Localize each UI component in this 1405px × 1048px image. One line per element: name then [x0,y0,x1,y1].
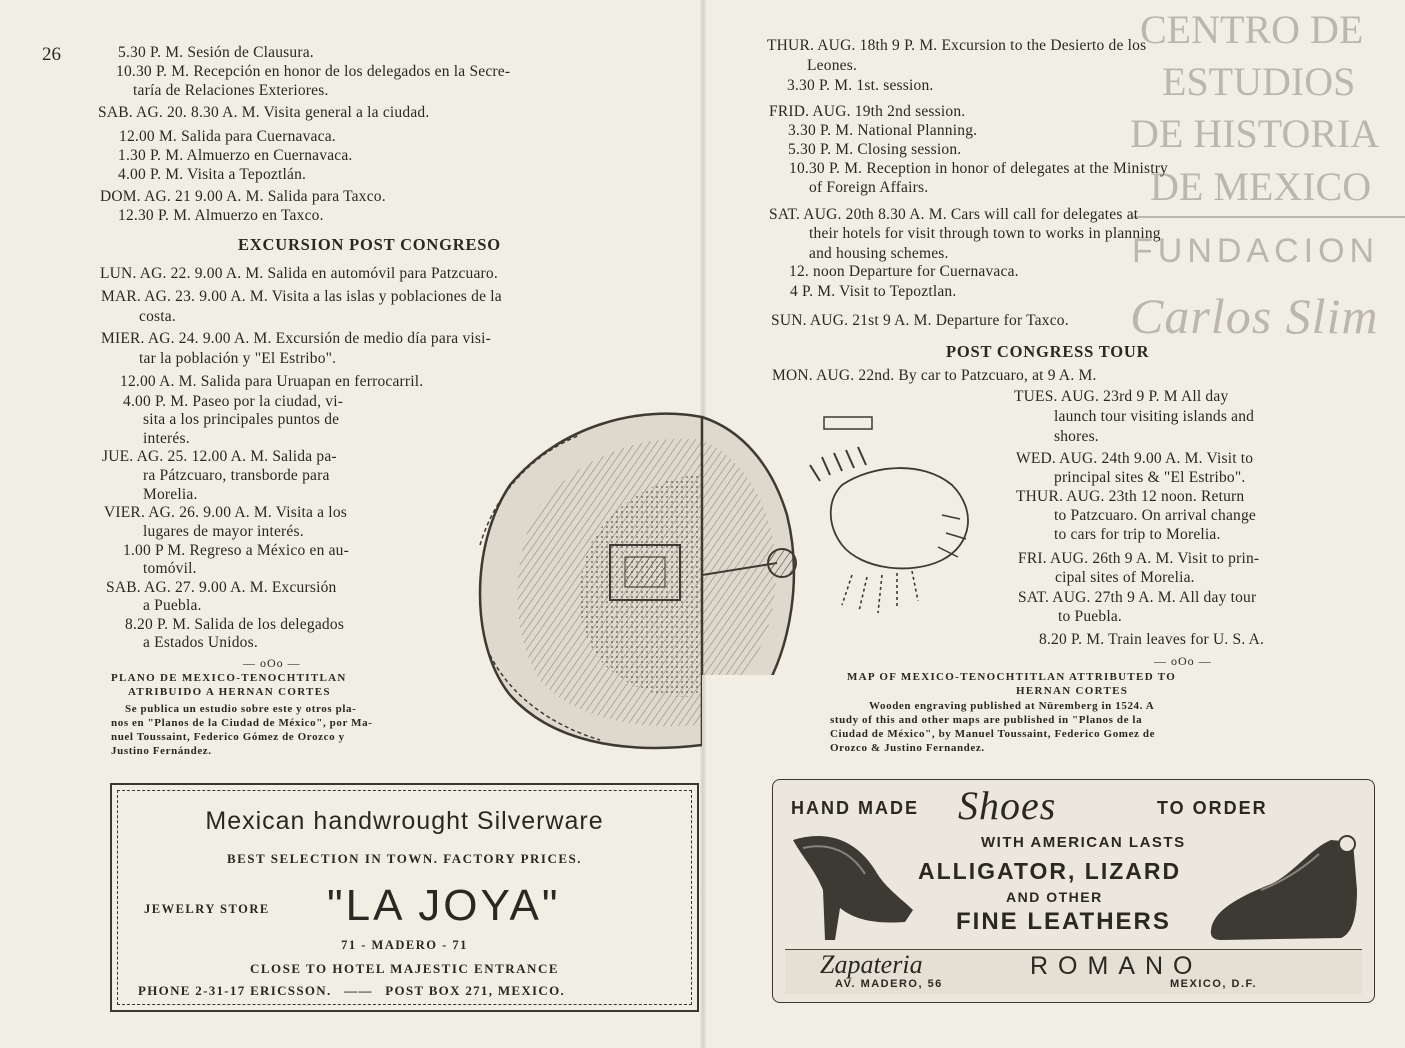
watermark-line: ESTUDIOS [1162,59,1356,104]
schedule-line: FRI. AUG. 26th 9 A. M. Visit to prin- [1018,550,1260,567]
schedule-line: TUES. AUG. 23rd 9 P. M All day [1014,388,1229,405]
separator: — oOo — [1154,654,1212,668]
schedule-line: Leones. [807,57,858,74]
ad-and-other: AND OTHER [1006,889,1103,905]
watermark-org: FUNDACION [1132,232,1380,270]
schedule-line: THUR. AUG. 23th 12 noon. Return [1016,488,1245,505]
map-caption: ATRIBUIDO A HERNAN CORTES [128,686,331,698]
schedule-line: a Estados Unidos. [143,634,258,651]
right-page [702,0,1405,1048]
schedule-line: tar la población y "El Estribo". [139,350,337,367]
schedule-line: JUE. AG. 25. 12.00 A. M. Salida pa- [102,448,337,465]
schedule-line: shores. [1054,428,1099,445]
schedule-line: MON. AUG. 22nd. By car to Patzcuaro, at 9 A. M. [772,367,1097,384]
ad-store-name: "LA JOYA" [327,881,561,930]
schedule-line: SUN. AUG. 21st 9 A. M. Departure for Taxco. [771,312,1069,329]
schedule-line: 8.20 P. M. Salida de los delegados [125,616,345,633]
mens-oxford-shoe-icon [1201,830,1361,948]
schedule-line: launch tour visiting islands and [1054,408,1255,425]
schedule-line: 10.30 P. M. Reception in honor of delegates at the Ministry [789,160,1169,177]
la-joya-advertisement [110,783,699,1012]
left-page [0,0,702,1048]
ad-romano: ROMANO [1030,952,1203,980]
schedule-line: 4 P. M. Visit to Tepoztlan. [790,283,957,300]
ad-shoe-address: AV. MADERO, 56 [835,978,943,990]
schedule-line: DOM. AG. 21 9.00 A. M. Salida para Taxco. [100,188,386,205]
schedule-line: 8.20 P. M. Train leaves for U. S. A. [1039,631,1265,648]
ad-address: 71 - MADERO - 71 [341,938,468,952]
schedule-line: 12.00 M. Salida para Cuernavaca. [119,128,336,145]
schedule-line: 5.30 P. M. Sesión de Clausura. [118,44,314,61]
map-caption-note: nos en "Planos de la Ciudad de México", por Ma- [111,717,373,729]
schedule-line: SAB. AG. 20. 8.30 A. M. Visita general a la ciudad. [98,104,430,121]
ad-phone [138,983,565,999]
schedule-line: VIER. AG. 26. 9.00 A. M. Visita a los [104,504,347,521]
schedule-line: THUR. AUG. 18th 9 P. M. Excursion to the Desierto de los [767,37,1147,54]
schedule-line: cipal sites of Morelia. [1055,569,1195,586]
section-heading: POST CONGRESS TOUR [946,342,1150,361]
ad-hand-made: HAND MADE [791,798,919,818]
watermark-line: CENTRO DE [1140,7,1364,52]
tenochtitlan-map-image [702,395,1002,675]
map-caption-note: Se publica un estudio sobre este y otros pla- [125,703,357,715]
schedule-line: FRID. AUG. 19th 2nd session. [769,103,966,120]
ad-lasts: WITH AMERICAN LASTS [981,834,1186,851]
ad-post-box: POST BOX 271, MEXICO. [385,983,566,998]
ad-fine-leathers: FINE LEATHERS [956,908,1171,935]
map-caption-note: Ciudad de México", by Manuel Toussaint, Federico Gomez de [830,728,1156,740]
schedule-line: their hotels for visit through town to works in planning [809,225,1161,242]
ad-shoes-script: Shoes [958,783,1057,828]
schedule-line: to cars for trip to Morelia. [1054,526,1221,543]
schedule-line: LUN. AG. 22. 9.00 A. M. Salida en automóvil para Patzcuaro. [100,265,498,282]
watermark-signature: Carlos Slim [1130,288,1379,344]
schedule-line: ra Pátzcuaro, transborde para [143,467,330,484]
schedule-line: tomóvil. [143,560,197,577]
schedule-line: SAT. AUG. 20th 8.30 A. M. Cars will call for delegates at [769,206,1139,223]
ad-to-order: TO ORDER [1157,798,1268,818]
schedule-line: 3.30 P. M. National Planning. [788,122,978,139]
map-caption: MAP OF MEXICO-TENOCHTITLAN ATTRIBUTED TO [847,671,1177,683]
schedule-line: 12. noon Departure for Cuernavaca. [789,263,1019,280]
schedule-line: interés. [143,430,190,447]
schedule-line: a Puebla. [143,597,202,614]
map-caption-note: Wooden engraving published at Nüremberg in 1524. A [869,700,1155,712]
separator: — oOo — [243,656,301,670]
map-caption: HERNAN CORTES [1016,685,1129,697]
schedule-line: 12.30 P. M. Almuerzo en Taxco. [118,207,324,224]
schedule-line: 10.30 P. M. Recepción en honor de los delegados en la Secre- [116,63,511,80]
ad-footer [785,949,1362,994]
ad-location: CLOSE TO HOTEL MAJESTIC ENTRANCE [249,961,560,976]
schedule-line: Morelia. [143,486,198,503]
shoes-advertisement [772,779,1375,1003]
schedule-line: to Patzcuaro. On arrival change [1054,507,1257,524]
tenochtitlan-map-image [470,395,702,760]
ad-shoe-city: MEXICO, D.F. [1170,978,1258,990]
map-caption-note: study of this and other maps are published in "Planos de la [830,714,1143,726]
schedule-line: 1.30 P. M. Almuerzo en Cuernavaca. [118,147,353,164]
schedule-line: costa. [139,308,176,325]
ad-tagline: BEST SELECTION IN TOWN. FACTORY PRICES. [226,851,583,866]
map-caption-note: Orozco & Justino Fernandez. [830,742,985,754]
schedule-line: 4.00 P. M. Visita a Tepoztlán. [118,166,307,183]
ad-materials: ALLIGATOR, LIZARD [918,858,1182,884]
watermark-rule [1132,216,1405,218]
watermark-line: DE HISTORIA [1130,111,1380,156]
map-caption-note: nuel Toussaint, Federico Gómez de Orozco y [111,731,345,743]
watermark-line: DE MEXICO [1150,164,1372,209]
schedule-line: 5.30 P. M. Closing session. [788,141,962,158]
schedule-line: 4.00 P. M. Paseo por la ciudad, vi- [123,393,344,410]
ad-store-label: JEWELRY STORE [144,902,270,916]
schedule-line: to Puebla. [1058,608,1122,625]
schedule-line: SAT. AUG. 27th 9 A. M. All day tour [1018,589,1257,606]
schedule-line: 12.00 A. M. Salida para Uruapan en ferrocarril. [120,373,424,390]
schedule-line: taría de Relaciones Exteriores. [133,82,329,99]
ad-phone-number: PHONE 2-31-17 ERICSSON. [138,983,332,998]
page-number: 26 [42,44,61,65]
high-heel-shoe-icon [785,830,917,948]
schedule-line: SAB. AG. 27. 9.00 A. M. Excursión [106,579,337,596]
ad-dash: —— [344,983,373,998]
schedule-line: 3.30 P. M. 1st. session. [787,77,934,94]
schedule-line: and housing schemes. [809,245,949,262]
schedule-line: sita a los principales puntos de [143,411,340,428]
schedule-line: MIER. AG. 24. 9.00 A. M. Excursión de medio día para visi- [101,330,492,347]
schedule-line: principal sites & "El Estribo". [1054,469,1246,486]
map-caption: PLANO DE MEXICO-TENOCHTITLAN [111,672,347,684]
ad-title: Mexican handwrought Silverware [205,807,604,835]
section-heading: EXCURSION POST CONGRESO [238,235,501,254]
map-caption-note: Justino Fernández. [111,745,212,757]
schedule-line: of Foreign Affairs. [809,179,929,196]
schedule-line: MAR. AG. 23. 9.00 A. M. Visita a las islas y poblaciones de la [101,288,502,305]
schedule-line: lugares de mayor interés. [143,523,304,540]
ad-zapateria: Zapateria [820,950,923,979]
schedule-line: WED. AUG. 24th 9.00 A. M. Visit to [1016,450,1254,467]
schedule-line: 1.00 P M. Regreso a México en au- [123,542,349,559]
